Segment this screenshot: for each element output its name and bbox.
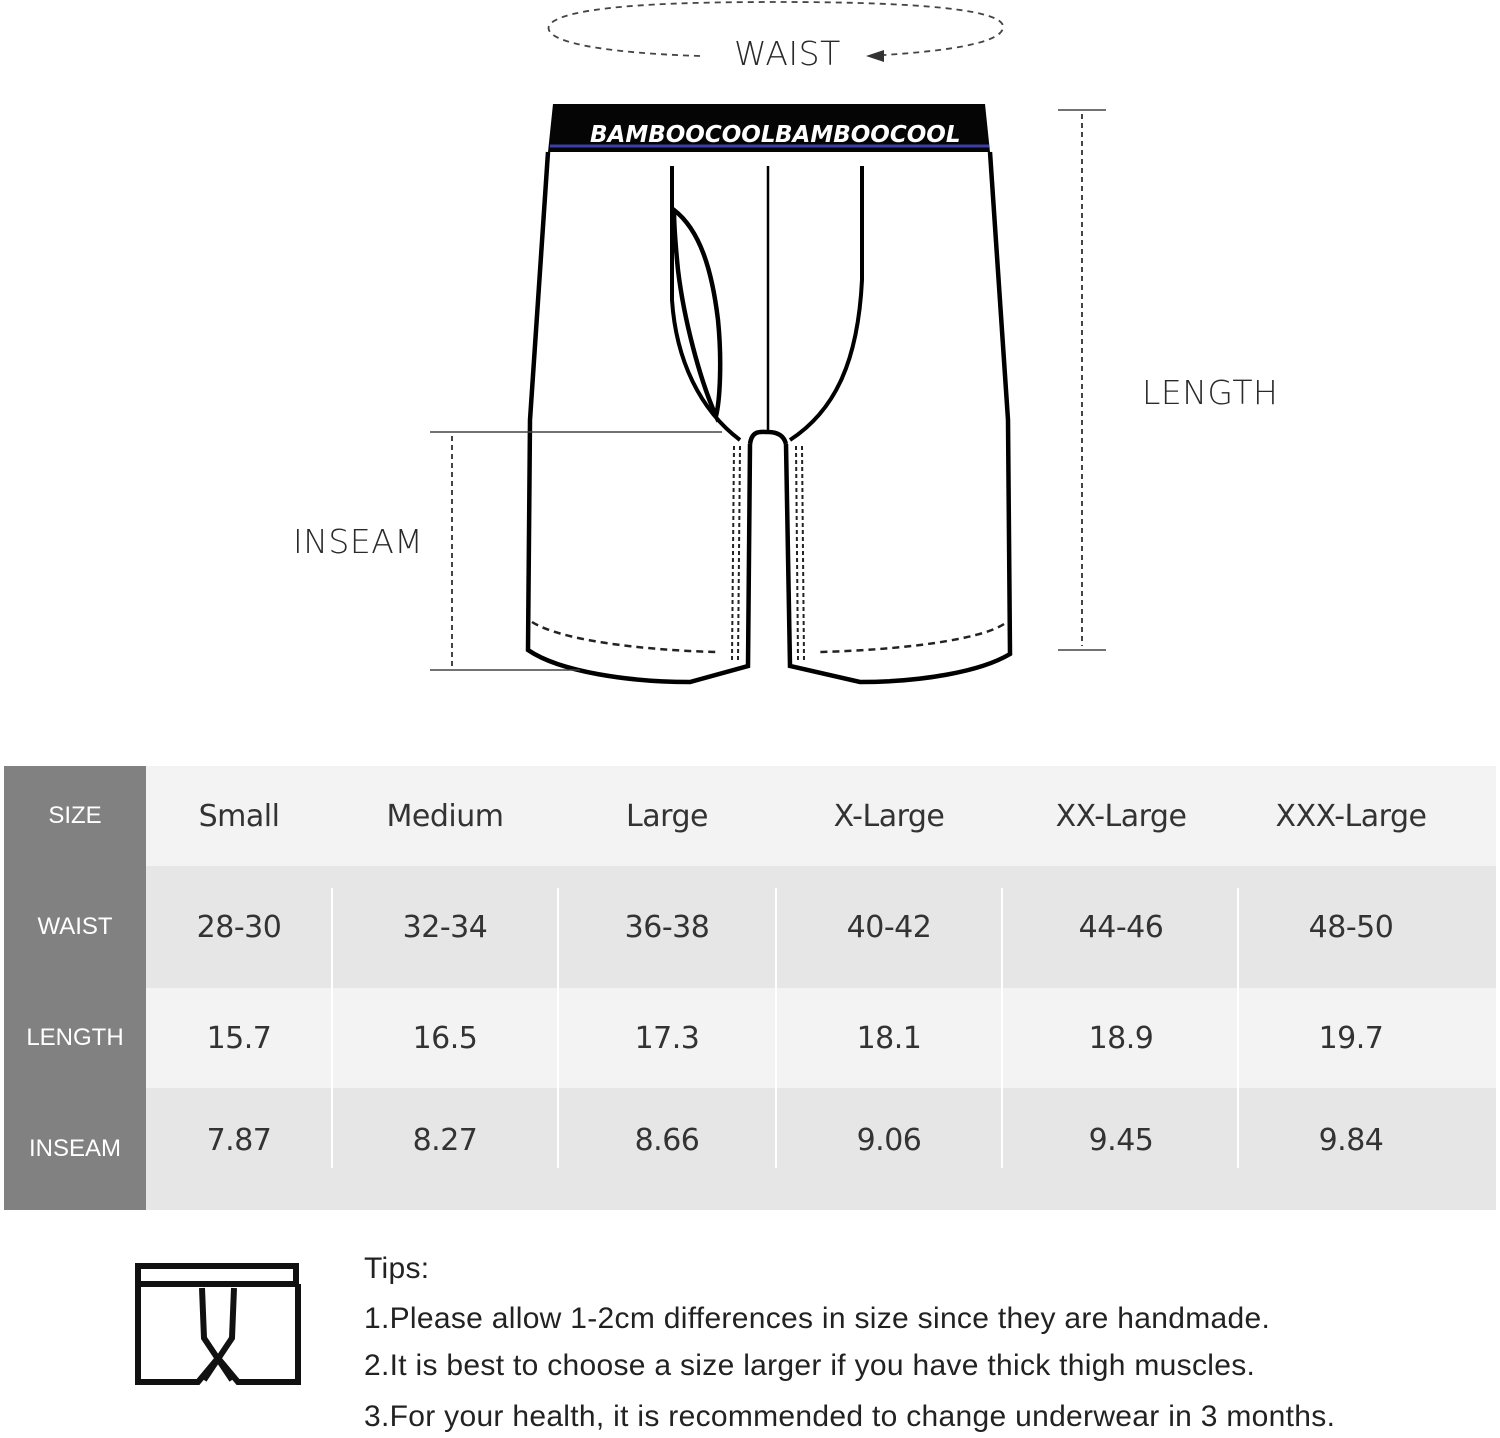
- tip-item: 2.It is best to choose a size larger if you have thick thigh muscles.: [364, 1349, 1256, 1382]
- inseam-cell: 9.45: [1088, 1122, 1154, 1158]
- waistband-brand-2: BAMBOOCOOL: [775, 122, 961, 148]
- length-cell: 18.9: [1088, 1020, 1154, 1056]
- length-label: LENGTH: [1142, 373, 1279, 412]
- length-cell: 17.3: [634, 1020, 700, 1056]
- inseam-label: INSEAM: [293, 522, 424, 561]
- waist-cell: 40-42: [846, 909, 932, 945]
- table-row-length: [4, 988, 1496, 1088]
- inseam-cell: 9.84: [1318, 1122, 1384, 1158]
- size-chart-table: [4, 766, 1496, 1210]
- inseam-cell: 9.06: [856, 1122, 922, 1158]
- length-cell: 18.1: [856, 1020, 922, 1056]
- tip-item: 1.Please allow 1-2cm differences in size since they are handmade.: [364, 1302, 1271, 1335]
- size-cell: XXX-Large: [1275, 798, 1427, 834]
- fly-opening: [674, 210, 720, 416]
- waist-label: WAIST: [734, 34, 841, 73]
- inseam-cell: 8.66: [634, 1122, 700, 1158]
- column-divider: [557, 888, 559, 1168]
- waist-cell: 44-46: [1078, 909, 1164, 945]
- waist-cell: 48-50: [1308, 909, 1394, 945]
- inseam-cell: 7.87: [206, 1122, 272, 1158]
- size-cell: Medium: [386, 798, 504, 834]
- column-divider: [775, 888, 777, 1168]
- size-cell: Small: [198, 798, 280, 834]
- row-header-inseam: INSEAM: [4, 1088, 146, 1210]
- inseam-cell: 8.27: [412, 1122, 478, 1158]
- size-cell: X-Large: [833, 798, 945, 834]
- pouch-right: [790, 166, 862, 440]
- table-row-size: [4, 766, 1496, 866]
- row-header-waist: WAIST: [4, 866, 146, 988]
- column-divider: [1237, 888, 1239, 1168]
- table-row-inseam: [4, 1088, 1496, 1210]
- tip-item: 3.For your health, it is recommended to change underwear in 3 months.: [364, 1400, 1336, 1433]
- length-cell: 16.5: [412, 1020, 478, 1056]
- waistband-brand-1: BAMBOOCOOL: [590, 122, 776, 148]
- table-row-waist: [4, 866, 1496, 988]
- waist-cell: 28-30: [196, 909, 282, 945]
- row-header-size: SIZE: [4, 766, 146, 866]
- waist-cell: 36-38: [624, 909, 710, 945]
- length-cell: 15.7: [206, 1020, 272, 1056]
- waist-cell: 32-34: [402, 909, 488, 945]
- crotch-arch: [750, 432, 786, 444]
- length-cell: 19.7: [1318, 1020, 1384, 1056]
- column-divider: [1001, 888, 1003, 1168]
- column-divider: [331, 888, 333, 1168]
- size-cell: Large: [626, 798, 708, 834]
- size-cell: XX-Large: [1055, 798, 1187, 834]
- waist-arrow-head: [866, 50, 884, 62]
- row-header-length: LENGTH: [4, 988, 146, 1088]
- boxer-briefs-icon: [132, 1262, 304, 1390]
- tips-title: Tips:: [364, 1252, 430, 1285]
